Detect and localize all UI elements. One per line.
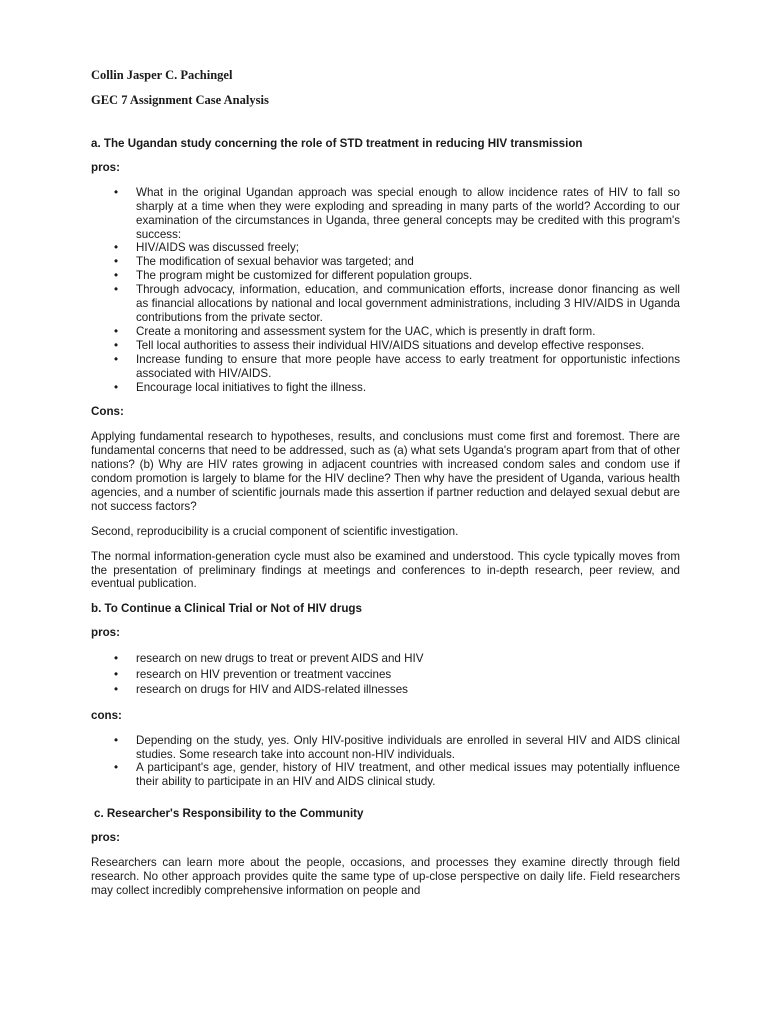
section-a-cons-paragraph: The normal information-generation cycle must also be examined and understood. This cycle typically moves from the presentation of preliminary findings at meetings and conferences to in-depth research, peer review, and eventual publication. [91, 549, 680, 591]
section-c-paragraph: Researchers can learn more about the people, occasions, and processes they examine directly through field research. No other approach provides quite the same type of up-close perspective on daily life. Field researchers may collect incredibly comprehensive information on people and [91, 856, 680, 897]
list-item: • What in the original Ugandan approach was special enough to allow incidence rates of HIV to fall so sharply at a time when they were exploding and spreading in many parts of the world? According to our examination of the circumstances in Uganda, three general concepts may be credited with this program's success: [91, 186, 680, 242]
list-item: • research on new drugs to treat or prevent AIDS and HIV [91, 651, 680, 667]
section-a-heading: a. The Ugandan study concerning the role of STD treatment in reducing HIV transmission [91, 137, 583, 150]
section-b-cons-label: cons: [91, 708, 122, 722]
section-b-cons-list [91, 734, 680, 790]
list-item: • The program might be customized for different population groups. [91, 269, 680, 283]
list-item: • HIV/AIDS was discussed freely; [91, 241, 680, 255]
section-a-pros-list [91, 186, 680, 395]
author-name: Collin Jasper C. Pachingel [91, 68, 233, 82]
list-item: • Create a monitoring and assessment system for the UAC, which is presently in draft form. [91, 325, 680, 339]
list-item: • Depending on the study, yes. Only HIV-positive individuals are enrolled in several HIV and AIDS clinical studies. Some research take into account non-HIV individuals. [91, 734, 680, 762]
section-b-pros-list [91, 651, 680, 698]
list-item: • Tell local authorities to assess their individual HIV/AIDS situations and develop effective responses. [91, 339, 680, 353]
list-item: • Through advocacy, information, education, and communication efforts, increase donor financing as well as financial allocations by national and local government administrations, including 3 HIV/AIDS in Uganda contributions from the private sector. [91, 283, 680, 325]
section-a-cons-paragraph: Second, reproducibility is a crucial component of scientific investigation. [91, 524, 459, 538]
list-item: • The modification of sexual behavior was targeted; and [91, 255, 680, 269]
section-b-pros-label: pros: [91, 626, 120, 640]
section-a-cons-label: Cons: [91, 405, 124, 419]
section-a-pros-label: pros: [91, 160, 120, 174]
section-c-pros-label: pros: [91, 831, 120, 845]
section-b-heading: b. To Continue a Clinical Trial or Not of HIV drugs [91, 602, 362, 616]
list-item: • A participant's age, gender, history of HIV treatment, and other medical issues may potentially influence their ability to participate in an HIV and AIDS clinical study. [91, 761, 680, 789]
section-c-heading: c. Researcher's Responsibility to the Community [94, 807, 364, 821]
list-item: • research on drugs for HIV and AIDS-related illnesses [91, 682, 680, 698]
list-item: • Encourage local initiatives to fight the illness. [91, 381, 680, 395]
list-item: • Increase funding to ensure that more people have access to early treatment for opportunistic infections associated with HIV/AIDS. [91, 353, 680, 381]
section-a-cons-paragraph: Applying fundamental research to hypotheses, results, and conclusions must come first and foremost. There are fundamental concerns that need to be addressed, such as (a) what sets Uganda's program apart from that of other nations? (b) Why are HIV rates growing in adjacent countries with increased condom sales and condom use if condom promotion is largely to blame for the HIV decline? Then why have the president of Uganda, various health agencies, and a number of scientific journals made this assertion if partner reduction and delayed sexual debut are not success factors? [91, 430, 680, 513]
course-title: GEC 7 Assignment Case Analysis [91, 93, 269, 107]
list-item: • research on HIV prevention or treatment vaccines [91, 667, 680, 683]
